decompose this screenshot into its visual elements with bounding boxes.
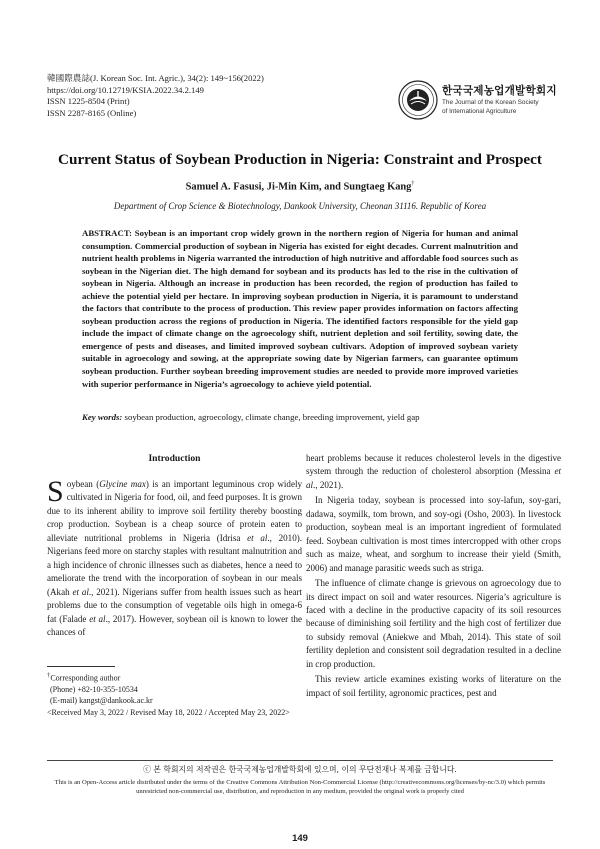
abstract bbox=[82, 227, 518, 390]
footnote-mark: † bbox=[47, 672, 51, 679]
intro-paragraph-4: This review article examines existing works of literature on the impact of soil fertility, agronomic practices, pest and bbox=[306, 674, 561, 698]
abstract-text: Soybean is an important crop widely grown in the northern region of Nigeria for human and animal consumption. Commercial production of soybean in Nigeria has existed for eight decades. Current malnutrition and nutrient health problems in Nigeria warranted the introduction of high nutritive and affordable food sources such as soybean in the Nigerian diet. The high demand for soybean and its products has led to the rise in the cultivation of soybean in Nigeria. Although an increase in production has been recorded, the region of production has failed to achieve the potential yield per hectare. In improving soybean production in Nigeria, it is paramount to understand the factors that contribute to the process of production. This review paper provides information on factors affecting soybean production across the regions of production in Nigeria. The identified factors responsible for the yield gap include the impact of climate change on the agroecology shift, nutrient depletion and soil fertility, sowing date, the emergence of pests and diseases, and limited improved soybean cultivars. Adoption of improved soybean variety suitable in agroecology and sowing, at the appropriate sowing date by Nigerian farmers, can guarantee optimum soybean production. Further soybean breeding improvement studies are needed to provide more improved varieties with superior performance in Nigeria’s agroecology to achieve yield potential. bbox=[82, 228, 519, 389]
intro-paragraph-1-cont bbox=[306, 452, 561, 492]
text-run: ., 2021). Nigerians suffer from health issues such as heart problems due to the consumption of vegetable oils high in omega-6 fat (Falade bbox=[47, 586, 303, 624]
footnote-rule bbox=[47, 666, 115, 667]
footnote-corresponding-label: Corresponding author bbox=[50, 673, 121, 683]
keywords-label: Key words: bbox=[82, 412, 123, 422]
copyright-english: This is an Open-Access article distributed under the terms of the Creative Commons Attribution Non-Commercial License (http://creativecommons.org/licenses/by-nc/3.0) which permits unrestricted non-commercial use, distribution, and reproduction in any medium, provided the original work is properly cited bbox=[54, 779, 546, 795]
keywords bbox=[82, 412, 518, 422]
column-left bbox=[47, 452, 302, 639]
column-right bbox=[306, 452, 561, 700]
section-heading-introduction: Introduction bbox=[148, 453, 201, 464]
et-al: et al bbox=[247, 532, 268, 543]
intro-paragraph-2: In Nigeria today, soybean is processed into soy-lafun, soy-gari, dadawa, soymilk, tom brown, and soy-ogi (Osho, 2003). In livestock production, soybean meal is an important ingredient of formulated feed. Soybean cultivation is most times intercropped with other crops such as maize, wheat, and sorghum to increase their yield (Smith, 2006) and manage parasitic weeds such as striga. bbox=[306, 495, 561, 573]
text-run: ., 2017). However, soybean oil is known to lower the chances of bbox=[47, 613, 302, 637]
dropcap: S bbox=[47, 475, 64, 508]
author-affiliation: Department of Crop Science & Biotechnology, Dankook University, Cheonan 31116. Republic of Korea bbox=[113, 201, 487, 211]
intro-paragraph-3: The influence of climate change is grievous on agroecology due to its direct impact on soil and water resources. Nigeria’s agriculture is faced with a decline in the productive capacity of its soil resources because of diminishing soil fertility and the high cost of fertilizer due to subsidy removal (Aniekwe and Mbah, 2014). This state of soil fertility depletion and consistent soil degradation resulted in a decline in crop production. bbox=[306, 578, 561, 669]
article-title: Current Status of Soybean Production in Nigeria: Constraint and Prospect bbox=[58, 151, 542, 168]
society-english-name bbox=[442, 99, 539, 116]
journal-meta bbox=[47, 73, 264, 119]
text-run: ) is an important leguminous crop widely cultivated in Nigeria for food, oil, and feed purposes. It is grown due to its inherent ability to improve soil fertility thereby boosting crop production. Soybean is a cheap source of protein eaten to alleviate nutritional problems in Nigeria (Idrisa bbox=[47, 479, 303, 543]
text-run: ., 2010). Nigerians feed more on starchy staples with resultant malnutrition and a high incidence of chronic illnesses such as diabetes, hence a need to ameliorate the trend with the incorporation of soybean in our meals (Akah bbox=[47, 532, 303, 597]
society-english-line2: of International Agriculture bbox=[442, 107, 517, 115]
et-al: et al bbox=[306, 466, 561, 490]
issn-online: ISSN 2287-8165 (Online) bbox=[47, 107, 137, 118]
intro-paragraph-1 bbox=[47, 475, 303, 639]
abstract-label: ABSTRACT: bbox=[82, 228, 132, 238]
article-authors bbox=[0, 181, 600, 192]
society-block bbox=[398, 80, 563, 120]
journal-citation: 韓國際農誌(J. Korean Soc. Int. Agric.), 34(2): 149~156(2022) bbox=[47, 73, 264, 83]
footnote-dates: <Received May 3, 2022 / Revised May 18, 2022 / Accepted May 23, 2022> bbox=[47, 707, 290, 717]
page-number: 149 bbox=[292, 833, 308, 844]
society-logo-icon bbox=[398, 80, 438, 120]
copyright-rule bbox=[47, 760, 553, 761]
text-run: heart problems because it reduces cholesterol levels in the digestive system through the reduction of cholesterol absorption (Messina bbox=[306, 453, 561, 477]
footnote-phone: (Phone) +82-10-355-10534 bbox=[50, 684, 138, 694]
keywords-text: soybean production, agroecology, climate change, breeding improvement, yield gap bbox=[124, 412, 420, 422]
et-al: et al bbox=[72, 586, 89, 597]
journal-doi[interactable]: https://doi.org/10.12719/KSIA.2022.34.2.149 bbox=[47, 84, 204, 95]
society-english-line1: The Journal of the Korean Society bbox=[442, 99, 539, 106]
text-run: ., 2021). bbox=[313, 479, 344, 490]
society-korean-name: 한국국제농업개발학회지 bbox=[442, 85, 557, 97]
footnote-email[interactable]: (E-mail) kangst@dankook.ac.kr bbox=[50, 696, 153, 706]
species-name: Glycine max bbox=[99, 479, 146, 489]
footnote-corresponding bbox=[47, 670, 290, 684]
corresponding-mark: † bbox=[411, 181, 415, 187]
author-names: Samuel A. Fasusi, Ji-Min Kim, and Sungtaeg Kang bbox=[185, 181, 412, 193]
et-al: et al bbox=[89, 613, 106, 624]
copyright-korean: ⓒ 본 학회지의 저작권은 한국국제농업개발학회에 있으며, 이의 무단전재나 복제를 금합니다. bbox=[143, 765, 457, 774]
issn-print: ISSN 1225-8504 (Print) bbox=[47, 96, 130, 107]
text-run: oybean ( bbox=[66, 479, 100, 489]
footnote bbox=[47, 670, 290, 718]
